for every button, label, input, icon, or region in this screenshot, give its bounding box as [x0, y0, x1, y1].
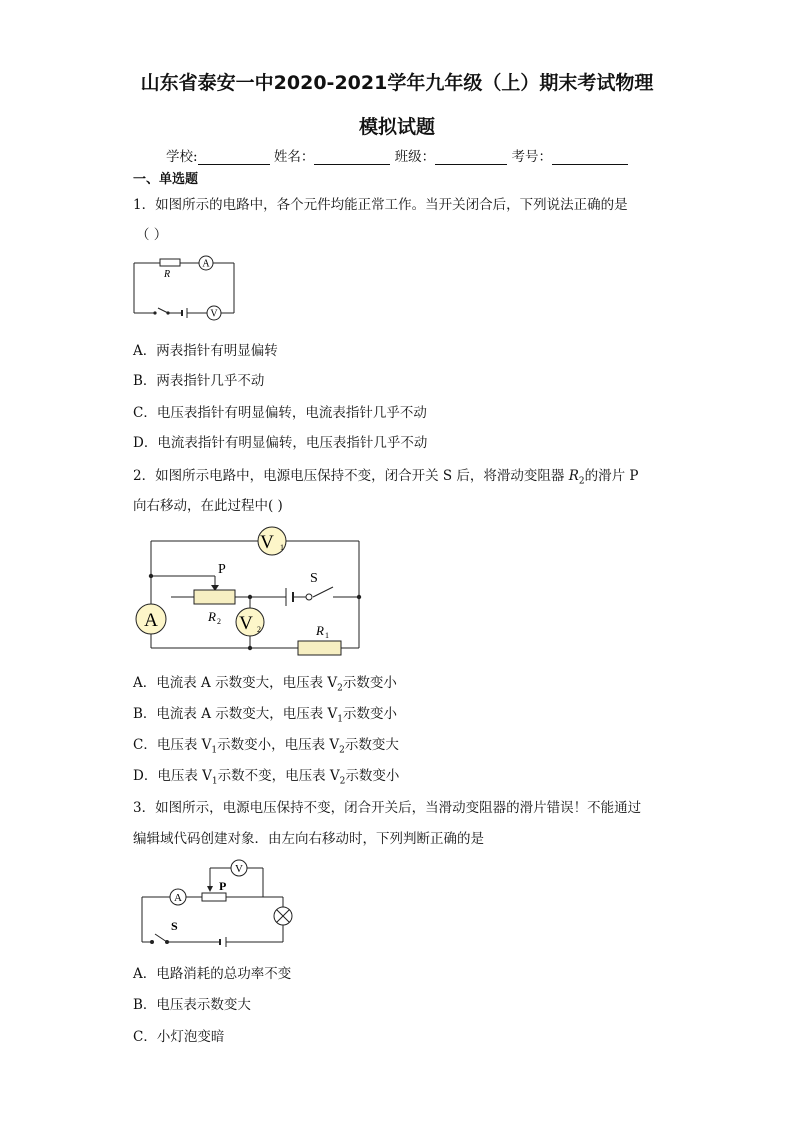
q2-option-b-sub: 1: [337, 714, 344, 725]
q2-voltmeter2-label: V: [239, 613, 253, 634]
q1-stem-line2: （ ）: [136, 227, 168, 243]
q2-option-c-sub: 1: [211, 745, 218, 756]
q1-voltmeter-label: V: [210, 308, 218, 320]
name-label: 姓名：: [273, 149, 315, 165]
school-field[interactable]: [198, 150, 270, 165]
class-label: 班级：: [394, 149, 436, 165]
q2-option-a-sub: 2: [337, 683, 343, 694]
q3-option-a[interactable]: A．电路消耗的总功率不变: [133, 966, 292, 982]
q2-option-b-text2: 示数变小: [343, 706, 398, 722]
q2-option-d-text2: 示数不变，电压表 V: [217, 768, 340, 784]
name-field[interactable]: [314, 150, 390, 165]
q2-r1-label: R: [316, 623, 324, 638]
q2-stem-line1: [133, 464, 639, 487]
q2-circuit-diagram: [130, 522, 370, 657]
section-heading: 一、单选题: [133, 172, 199, 187]
number-field[interactable]: [552, 150, 628, 165]
q2-stem-sub: 2: [578, 476, 585, 487]
q2-option-c[interactable]: [133, 733, 399, 756]
q2-voltmeter2-sub: 2: [257, 625, 261, 634]
q1-option-c[interactable]: C．电压表指针有明显偏转，电流表指针几乎不动: [133, 405, 427, 421]
q2-voltmeter1-label: V: [260, 532, 274, 553]
page-title-line2: 模拟试题: [358, 116, 435, 138]
q2-option-c-text3: 示数变大: [344, 737, 399, 753]
q2-r2-label: R: [208, 609, 216, 624]
school-label: 学校:: [166, 149, 198, 165]
q2-option-d-text3: 示数变小: [345, 768, 400, 784]
q3-switch-label: S: [171, 919, 178, 933]
q2-r1-sub: 1: [325, 631, 329, 640]
q3-slider-label: P: [219, 879, 227, 893]
q2-option-b[interactable]: [133, 702, 397, 725]
q1-option-b[interactable]: B．两表指针几乎不动: [133, 373, 265, 389]
q3-voltmeter-label: V: [235, 863, 243, 875]
q2-option-d[interactable]: [133, 764, 399, 787]
q1-stem-line1: 1．如图所示的电路中，各个元件均能正常工作。当开关闭合后，下列说法正确的是: [133, 197, 628, 213]
q3-ammeter-label: A: [174, 892, 182, 904]
q2-option-d-text: D．电压表 V: [133, 768, 212, 784]
q2-r2-sub: 2: [217, 617, 221, 626]
q2-ammeter-label: A: [144, 610, 158, 631]
q1-option-d[interactable]: D．电流表指针有明显偏转，电压表指针几乎不动: [133, 435, 428, 451]
q1-ammeter-label: A: [202, 258, 210, 270]
q3-stem-line1: 3．如图所示，电源电压保持不变，闭合开关后，当滑动变阻器的滑片错误！不能通过: [133, 800, 642, 816]
q1-circuit-diagram: [130, 250, 240, 325]
q2-slider-label: P: [218, 562, 226, 577]
q3-option-b[interactable]: B．电压表示数变大: [133, 997, 251, 1013]
q1-option-a[interactable]: A．两表指针有明显偏转: [133, 343, 278, 359]
class-field[interactable]: [435, 150, 507, 165]
q3-stem-line2: 编辑域代码创建对象．由左向右移动时，下列判断正确的是: [133, 831, 484, 847]
q2-option-d-sub: 1: [211, 776, 218, 787]
q2-stem-line2: 向右移动，在此过程中( ): [133, 498, 283, 514]
q2-option-c-text: C．电压表 V: [133, 737, 212, 753]
q2-stem-r: R: [568, 468, 579, 484]
q1-resistor-label: R: [163, 269, 171, 280]
q2-option-b-text: B．电流表 A 示数变大，电压表 V: [133, 706, 338, 722]
q2-stem-text-a: 2．如图所示电路中，电源电压保持不变，闭合开关 S 后，将滑动变阻器: [133, 468, 569, 484]
q2-option-c-text2: 示数变小，电压表 V: [217, 737, 340, 753]
q2-voltmeter1-sub: 1: [280, 543, 284, 552]
page-title-line1: 山东省泰安一中2020-2021学年九年级（上）期末考试物理: [140, 72, 654, 94]
q2-switch-label: S: [310, 571, 318, 586]
q2-stem-text-b: 的滑片 P: [584, 468, 639, 484]
q2-option-a[interactable]: [133, 671, 397, 694]
q2-option-a-text2: 示数变小: [342, 675, 397, 691]
q2-option-a-text: A．电流表 A 示数变大，电压表 V: [133, 675, 338, 691]
q2-option-c-sub2: 2: [339, 745, 345, 756]
info-line: [166, 145, 628, 165]
q3-circuit-diagram: [135, 855, 305, 950]
q3-option-c[interactable]: C．小灯泡变暗: [133, 1029, 225, 1045]
q2-option-d-sub2: 2: [339, 776, 346, 787]
number-label: 考号：: [511, 149, 552, 165]
